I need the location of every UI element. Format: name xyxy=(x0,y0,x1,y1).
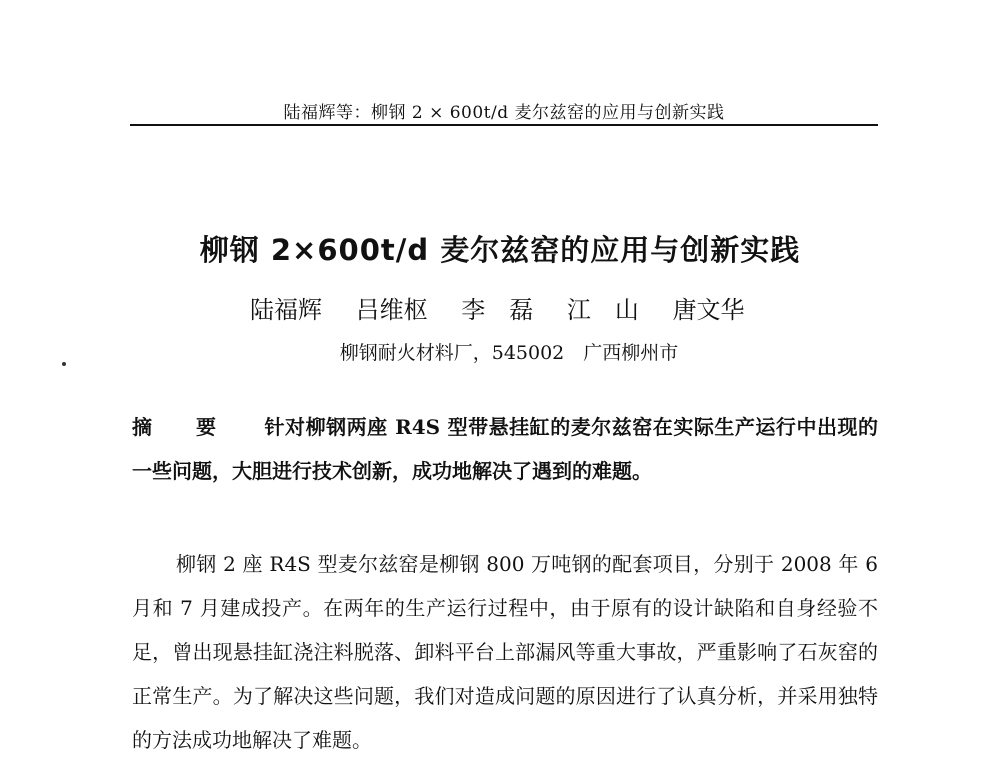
abstract xyxy=(132,405,878,493)
author: 李 磊 xyxy=(461,296,534,324)
scan-speck xyxy=(62,362,66,366)
abstract-label: 摘 要 xyxy=(132,415,235,439)
author: 吕维枢 xyxy=(355,296,428,324)
header-rule xyxy=(130,124,878,126)
body-paragraph: 柳钢 2 座 R4S 型麦尔兹窑是柳钢 800 万吨钢的配套项目，分别于 2008 年 6 月和 7 月建成投产。在两年的生产运行过程中，由于原有的设计缺陷和自身经验不足，曾出现悬挂缸浇注料脱落、卸料平台上部漏风等重大事故，严重影响了石灰窑的正常生产。为了解决这些问题，我们对造成问题的原因进行了认真分析，并采用独特的方法成功地解决了难题。 xyxy=(132,552,878,752)
affiliation: 柳钢耐火材料厂，545002 广西柳州市 xyxy=(339,342,679,364)
paper-title: 柳钢 2×600t/d 麦尔兹窑的应用与创新实践 xyxy=(199,233,801,267)
author: 唐文华 xyxy=(672,296,745,324)
author: 陆福辉 xyxy=(250,296,322,324)
running-header: 陆福辉等：柳钢 2 × 600t/d 麦尔兹窑的应用与创新实践 xyxy=(283,103,725,123)
author-list xyxy=(250,290,771,325)
author: 江 山 xyxy=(566,296,639,324)
abstract-text: 针对柳钢两座 R4S 型带悬挂缸的麦尔兹窑在实际生产运行中出现的一些问题，大胆进行技术创新，成功地解决了遇到的难题。 xyxy=(132,415,879,483)
